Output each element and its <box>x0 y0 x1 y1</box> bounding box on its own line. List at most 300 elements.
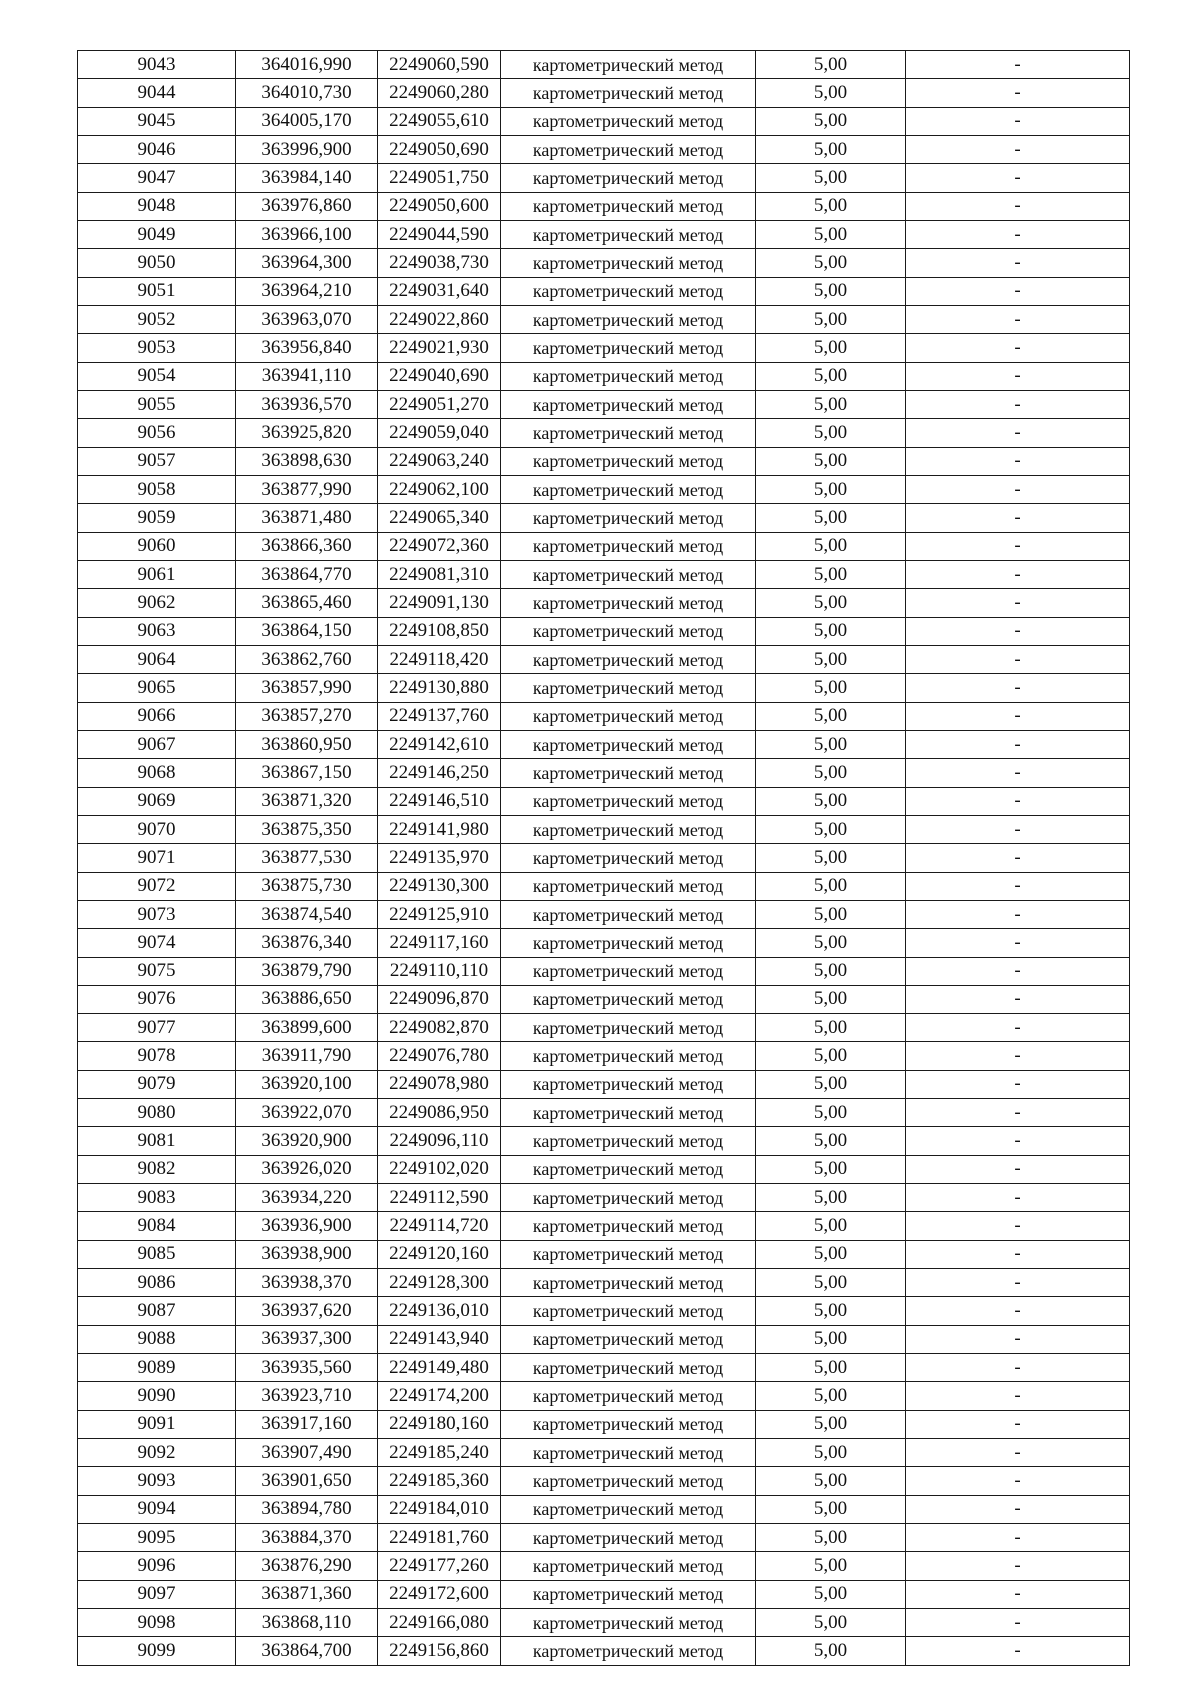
point-number-cell: 9058 <box>78 475 236 503</box>
y-coordinate-cell: 2249040,690 <box>378 362 501 390</box>
y-coordinate-cell: 2249060,590 <box>378 51 501 79</box>
table-row <box>78 1070 1130 1098</box>
x-coordinate-cell: 363984,140 <box>236 164 378 192</box>
y-coordinate-cell: 2249091,130 <box>378 589 501 617</box>
accuracy-cell: 5,00 <box>756 164 906 192</box>
note-cell: - <box>906 51 1130 79</box>
x-coordinate-cell: 363923,710 <box>236 1382 378 1410</box>
y-coordinate-cell: 2249125,910 <box>378 900 501 928</box>
accuracy-cell: 5,00 <box>756 815 906 843</box>
method-cell: картометрический метод <box>501 1580 756 1608</box>
method-cell: картометрический метод <box>501 220 756 248</box>
note-cell: - <box>906 1099 1130 1127</box>
y-coordinate-cell: 2249143,940 <box>378 1325 501 1353</box>
table-row <box>78 1155 1130 1183</box>
method-cell: картометрический метод <box>501 1099 756 1127</box>
method-cell: картометрический метод <box>501 1240 756 1268</box>
method-cell: картометрический метод <box>501 957 756 985</box>
x-coordinate-cell: 363907,490 <box>236 1439 378 1467</box>
accuracy-cell: 5,00 <box>756 1524 906 1552</box>
note-cell: - <box>906 504 1130 532</box>
method-cell: картометрический метод <box>501 617 756 645</box>
method-cell: картометрический метод <box>501 164 756 192</box>
method-cell: картометрический метод <box>501 1552 756 1580</box>
y-coordinate-cell: 2249062,100 <box>378 475 501 503</box>
method-cell: картометрический метод <box>501 390 756 418</box>
note-cell: - <box>906 730 1130 758</box>
x-coordinate-cell: 363874,540 <box>236 900 378 928</box>
point-number-cell: 9062 <box>78 589 236 617</box>
note-cell: - <box>906 305 1130 333</box>
x-coordinate-cell: 363868,110 <box>236 1609 378 1637</box>
table-row <box>78 872 1130 900</box>
note-cell: - <box>906 107 1130 135</box>
accuracy-cell: 5,00 <box>756 957 906 985</box>
table-row <box>78 674 1130 702</box>
table-row <box>78 1014 1130 1042</box>
accuracy-cell: 5,00 <box>756 390 906 418</box>
x-coordinate-cell: 363898,630 <box>236 447 378 475</box>
table-row <box>78 1127 1130 1155</box>
method-cell: картометрический метод <box>501 135 756 163</box>
y-coordinate-cell: 2249181,760 <box>378 1524 501 1552</box>
point-number-cell: 9052 <box>78 305 236 333</box>
method-cell: картометрический метод <box>501 1297 756 1325</box>
y-coordinate-cell: 2249112,590 <box>378 1184 501 1212</box>
accuracy-cell: 5,00 <box>756 1184 906 1212</box>
table-row <box>78 957 1130 985</box>
method-cell: картометрический метод <box>501 504 756 532</box>
coordinates-table-body <box>78 51 1130 1666</box>
method-cell: картометрический метод <box>501 589 756 617</box>
note-cell: - <box>906 900 1130 928</box>
note-cell: - <box>906 220 1130 248</box>
table-row <box>78 419 1130 447</box>
table-row <box>78 277 1130 305</box>
x-coordinate-cell: 363936,900 <box>236 1212 378 1240</box>
x-coordinate-cell: 363877,990 <box>236 475 378 503</box>
accuracy-cell: 5,00 <box>756 1212 906 1240</box>
y-coordinate-cell: 2249063,240 <box>378 447 501 475</box>
accuracy-cell: 5,00 <box>756 1552 906 1580</box>
point-number-cell: 9071 <box>78 844 236 872</box>
table-row <box>78 475 1130 503</box>
point-number-cell: 9055 <box>78 390 236 418</box>
point-number-cell: 9078 <box>78 1042 236 1070</box>
point-number-cell: 9091 <box>78 1410 236 1438</box>
y-coordinate-cell: 2249174,200 <box>378 1382 501 1410</box>
accuracy-cell: 5,00 <box>756 702 906 730</box>
note-cell: - <box>906 617 1130 645</box>
method-cell: картометрический метод <box>501 192 756 220</box>
method-cell: картометрический метод <box>501 1467 756 1495</box>
table-row <box>78 1609 1130 1637</box>
table-row <box>78 702 1130 730</box>
x-coordinate-cell: 363920,900 <box>236 1127 378 1155</box>
note-cell: - <box>906 419 1130 447</box>
y-coordinate-cell: 2249137,760 <box>378 702 501 730</box>
note-cell: - <box>906 334 1130 362</box>
x-coordinate-cell: 363899,600 <box>236 1014 378 1042</box>
accuracy-cell: 5,00 <box>756 1099 906 1127</box>
method-cell: картометрический метод <box>501 532 756 560</box>
accuracy-cell: 5,00 <box>756 645 906 673</box>
table-row <box>78 532 1130 560</box>
x-coordinate-cell: 363860,950 <box>236 730 378 758</box>
note-cell: - <box>906 1155 1130 1183</box>
point-number-cell: 9073 <box>78 900 236 928</box>
y-coordinate-cell: 2249185,360 <box>378 1467 501 1495</box>
y-coordinate-cell: 2249044,590 <box>378 220 501 248</box>
x-coordinate-cell: 363871,360 <box>236 1580 378 1608</box>
x-coordinate-cell: 363864,770 <box>236 560 378 588</box>
point-number-cell: 9076 <box>78 985 236 1013</box>
y-coordinate-cell: 2249110,110 <box>378 957 501 985</box>
y-coordinate-cell: 2249059,040 <box>378 419 501 447</box>
note-cell: - <box>906 1637 1130 1665</box>
y-coordinate-cell: 2249050,690 <box>378 135 501 163</box>
accuracy-cell: 5,00 <box>756 107 906 135</box>
y-coordinate-cell: 2249060,280 <box>378 79 501 107</box>
method-cell: картометрический метод <box>501 1524 756 1552</box>
point-number-cell: 9075 <box>78 957 236 985</box>
accuracy-cell: 5,00 <box>756 249 906 277</box>
x-coordinate-cell: 363937,620 <box>236 1297 378 1325</box>
point-number-cell: 9095 <box>78 1524 236 1552</box>
method-cell: картометрический метод <box>501 447 756 475</box>
note-cell: - <box>906 674 1130 702</box>
x-coordinate-cell: 364005,170 <box>236 107 378 135</box>
note-cell: - <box>906 1184 1130 1212</box>
table-row <box>78 164 1130 192</box>
accuracy-cell: 5,00 <box>756 674 906 702</box>
note-cell: - <box>906 79 1130 107</box>
y-coordinate-cell: 2249118,420 <box>378 645 501 673</box>
accuracy-cell: 5,00 <box>756 1070 906 1098</box>
table-row <box>78 447 1130 475</box>
accuracy-cell: 5,00 <box>756 79 906 107</box>
x-coordinate-cell: 363976,860 <box>236 192 378 220</box>
point-number-cell: 9096 <box>78 1552 236 1580</box>
point-number-cell: 9072 <box>78 872 236 900</box>
note-cell: - <box>906 1240 1130 1268</box>
point-number-cell: 9093 <box>78 1467 236 1495</box>
note-cell: - <box>906 135 1130 163</box>
y-coordinate-cell: 2249076,780 <box>378 1042 501 1070</box>
x-coordinate-cell: 363941,110 <box>236 362 378 390</box>
x-coordinate-cell: 363925,820 <box>236 419 378 447</box>
point-number-cell: 9053 <box>78 334 236 362</box>
note-cell: - <box>906 872 1130 900</box>
x-coordinate-cell: 363935,560 <box>236 1354 378 1382</box>
accuracy-cell: 5,00 <box>756 1382 906 1410</box>
table-row <box>78 1325 1130 1353</box>
note-cell: - <box>906 645 1130 673</box>
note-cell: - <box>906 929 1130 957</box>
point-number-cell: 9066 <box>78 702 236 730</box>
point-number-cell: 9081 <box>78 1127 236 1155</box>
table-row <box>78 1382 1130 1410</box>
table-row <box>78 900 1130 928</box>
accuracy-cell: 5,00 <box>756 334 906 362</box>
accuracy-cell: 5,00 <box>756 730 906 758</box>
accuracy-cell: 5,00 <box>756 900 906 928</box>
note-cell: - <box>906 532 1130 560</box>
table-row <box>78 504 1130 532</box>
point-number-cell: 9083 <box>78 1184 236 1212</box>
y-coordinate-cell: 2249156,860 <box>378 1637 501 1665</box>
point-number-cell: 9044 <box>78 79 236 107</box>
table-row <box>78 1637 1130 1665</box>
x-coordinate-cell: 363857,990 <box>236 674 378 702</box>
y-coordinate-cell: 2249096,870 <box>378 985 501 1013</box>
method-cell: картометрический метод <box>501 900 756 928</box>
point-number-cell: 9092 <box>78 1439 236 1467</box>
accuracy-cell: 5,00 <box>756 1325 906 1353</box>
method-cell: картометрический метод <box>501 844 756 872</box>
method-cell: картометрический метод <box>501 787 756 815</box>
accuracy-cell: 5,00 <box>756 1410 906 1438</box>
y-coordinate-cell: 2249031,640 <box>378 277 501 305</box>
accuracy-cell: 5,00 <box>756 1354 906 1382</box>
method-cell: картометрический метод <box>501 1014 756 1042</box>
point-number-cell: 9077 <box>78 1014 236 1042</box>
point-number-cell: 9048 <box>78 192 236 220</box>
note-cell: - <box>906 447 1130 475</box>
x-coordinate-cell: 363937,300 <box>236 1325 378 1353</box>
table-row <box>78 1184 1130 1212</box>
accuracy-cell: 5,00 <box>756 447 906 475</box>
note-cell: - <box>906 1325 1130 1353</box>
point-number-cell: 9089 <box>78 1354 236 1382</box>
y-coordinate-cell: 2249114,720 <box>378 1212 501 1240</box>
table-row <box>78 305 1130 333</box>
table-row <box>78 51 1130 79</box>
y-coordinate-cell: 2249065,340 <box>378 504 501 532</box>
method-cell: картометрический метод <box>501 107 756 135</box>
table-row <box>78 79 1130 107</box>
note-cell: - <box>906 277 1130 305</box>
table-row <box>78 1099 1130 1127</box>
point-number-cell: 9086 <box>78 1269 236 1297</box>
y-coordinate-cell: 2249141,980 <box>378 815 501 843</box>
x-coordinate-cell: 363866,360 <box>236 532 378 560</box>
x-coordinate-cell: 363875,730 <box>236 872 378 900</box>
note-cell: - <box>906 560 1130 588</box>
method-cell: картометрический метод <box>501 277 756 305</box>
accuracy-cell: 5,00 <box>756 1042 906 1070</box>
method-cell: картометрический метод <box>501 362 756 390</box>
note-cell: - <box>906 1070 1130 1098</box>
table-row <box>78 1467 1130 1495</box>
note-cell: - <box>906 164 1130 192</box>
method-cell: картометрический метод <box>501 730 756 758</box>
accuracy-cell: 5,00 <box>756 1609 906 1637</box>
x-coordinate-cell: 363938,370 <box>236 1269 378 1297</box>
table-row <box>78 1212 1130 1240</box>
note-cell: - <box>906 985 1130 1013</box>
accuracy-cell: 5,00 <box>756 844 906 872</box>
note-cell: - <box>906 362 1130 390</box>
y-coordinate-cell: 2249108,850 <box>378 617 501 645</box>
point-number-cell: 9080 <box>78 1099 236 1127</box>
x-coordinate-cell: 363936,570 <box>236 390 378 418</box>
method-cell: картометрический метод <box>501 249 756 277</box>
table-row <box>78 787 1130 815</box>
accuracy-cell: 5,00 <box>756 1014 906 1042</box>
accuracy-cell: 5,00 <box>756 787 906 815</box>
accuracy-cell: 5,00 <box>756 220 906 248</box>
y-coordinate-cell: 2249051,270 <box>378 390 501 418</box>
y-coordinate-cell: 2249146,510 <box>378 787 501 815</box>
point-number-cell: 9059 <box>78 504 236 532</box>
point-number-cell: 9088 <box>78 1325 236 1353</box>
y-coordinate-cell: 2249130,880 <box>378 674 501 702</box>
y-coordinate-cell: 2249128,300 <box>378 1269 501 1297</box>
x-coordinate-cell: 363956,840 <box>236 334 378 362</box>
note-cell: - <box>906 1410 1130 1438</box>
point-number-cell: 9045 <box>78 107 236 135</box>
x-coordinate-cell: 363964,210 <box>236 277 378 305</box>
y-coordinate-cell: 2249086,950 <box>378 1099 501 1127</box>
note-cell: - <box>906 1297 1130 1325</box>
point-number-cell: 9098 <box>78 1609 236 1637</box>
accuracy-cell: 5,00 <box>756 929 906 957</box>
table-row <box>78 560 1130 588</box>
y-coordinate-cell: 2249072,360 <box>378 532 501 560</box>
y-coordinate-cell: 2249055,610 <box>378 107 501 135</box>
method-cell: картометрический метод <box>501 872 756 900</box>
point-number-cell: 9067 <box>78 730 236 758</box>
point-number-cell: 9068 <box>78 759 236 787</box>
table-row <box>78 362 1130 390</box>
note-cell: - <box>906 1439 1130 1467</box>
point-number-cell: 9046 <box>78 135 236 163</box>
y-coordinate-cell: 2249120,160 <box>378 1240 501 1268</box>
note-cell: - <box>906 1212 1130 1240</box>
x-coordinate-cell: 363922,070 <box>236 1099 378 1127</box>
point-number-cell: 9054 <box>78 362 236 390</box>
x-coordinate-cell: 363871,480 <box>236 504 378 532</box>
x-coordinate-cell: 363879,790 <box>236 957 378 985</box>
table-row <box>78 334 1130 362</box>
accuracy-cell: 5,00 <box>756 1297 906 1325</box>
x-coordinate-cell: 363934,220 <box>236 1184 378 1212</box>
accuracy-cell: 5,00 <box>756 532 906 560</box>
accuracy-cell: 5,00 <box>756 985 906 1013</box>
note-cell: - <box>906 1382 1130 1410</box>
note-cell: - <box>906 192 1130 220</box>
y-coordinate-cell: 2249081,310 <box>378 560 501 588</box>
method-cell: картометрический метод <box>501 985 756 1013</box>
method-cell: картометрический метод <box>501 1184 756 1212</box>
method-cell: картометрический метод <box>501 1637 756 1665</box>
y-coordinate-cell: 2249022,860 <box>378 305 501 333</box>
point-number-cell: 9070 <box>78 815 236 843</box>
note-cell: - <box>906 1467 1130 1495</box>
note-cell: - <box>906 1609 1130 1637</box>
table-row <box>78 759 1130 787</box>
note-cell: - <box>906 787 1130 815</box>
point-number-cell: 9090 <box>78 1382 236 1410</box>
y-coordinate-cell: 2249184,010 <box>378 1495 501 1523</box>
method-cell: картометрический метод <box>501 815 756 843</box>
x-coordinate-cell: 363938,900 <box>236 1240 378 1268</box>
accuracy-cell: 5,00 <box>756 1439 906 1467</box>
method-cell: картометрический метод <box>501 702 756 730</box>
x-coordinate-cell: 363871,320 <box>236 787 378 815</box>
table-row <box>78 390 1130 418</box>
x-coordinate-cell: 363926,020 <box>236 1155 378 1183</box>
y-coordinate-cell: 2249050,600 <box>378 192 501 220</box>
table-row <box>78 220 1130 248</box>
method-cell: картометрический метод <box>501 1609 756 1637</box>
x-coordinate-cell: 363865,460 <box>236 589 378 617</box>
accuracy-cell: 5,00 <box>756 1155 906 1183</box>
method-cell: картометрический метод <box>501 419 756 447</box>
method-cell: картометрический метод <box>501 1042 756 1070</box>
x-coordinate-cell: 363894,780 <box>236 1495 378 1523</box>
x-coordinate-cell: 363911,790 <box>236 1042 378 1070</box>
accuracy-cell: 5,00 <box>756 560 906 588</box>
y-coordinate-cell: 2249038,730 <box>378 249 501 277</box>
accuracy-cell: 5,00 <box>756 1495 906 1523</box>
accuracy-cell: 5,00 <box>756 305 906 333</box>
point-number-cell: 9043 <box>78 51 236 79</box>
accuracy-cell: 5,00 <box>756 872 906 900</box>
table-row <box>78 1410 1130 1438</box>
point-number-cell: 9063 <box>78 617 236 645</box>
table-row <box>78 617 1130 645</box>
x-coordinate-cell: 363886,650 <box>236 985 378 1013</box>
accuracy-cell: 5,00 <box>756 419 906 447</box>
x-coordinate-cell: 363884,370 <box>236 1524 378 1552</box>
x-coordinate-cell: 363877,530 <box>236 844 378 872</box>
table-row <box>78 1580 1130 1608</box>
note-cell: - <box>906 1014 1130 1042</box>
x-coordinate-cell: 363920,100 <box>236 1070 378 1098</box>
note-cell: - <box>906 1127 1130 1155</box>
accuracy-cell: 5,00 <box>756 135 906 163</box>
table-row <box>78 1042 1130 1070</box>
x-coordinate-cell: 363857,270 <box>236 702 378 730</box>
method-cell: картометрический метод <box>501 1269 756 1297</box>
y-coordinate-cell: 2249117,160 <box>378 929 501 957</box>
note-cell: - <box>906 249 1130 277</box>
table-row <box>78 107 1130 135</box>
method-cell: картометрический метод <box>501 1155 756 1183</box>
point-number-cell: 9065 <box>78 674 236 702</box>
method-cell: картометрический метод <box>501 1127 756 1155</box>
accuracy-cell: 5,00 <box>756 759 906 787</box>
point-number-cell: 9050 <box>78 249 236 277</box>
accuracy-cell: 5,00 <box>756 475 906 503</box>
y-coordinate-cell: 2249172,600 <box>378 1580 501 1608</box>
note-cell: - <box>906 815 1130 843</box>
note-cell: - <box>906 1042 1130 1070</box>
coordinates-table <box>77 50 1130 1666</box>
accuracy-cell: 5,00 <box>756 362 906 390</box>
table-row <box>78 730 1130 758</box>
note-cell: - <box>906 1580 1130 1608</box>
table-row <box>78 929 1130 957</box>
note-cell: - <box>906 390 1130 418</box>
table-row <box>78 249 1130 277</box>
table-row <box>78 1354 1130 1382</box>
point-number-cell: 9085 <box>78 1240 236 1268</box>
accuracy-cell: 5,00 <box>756 1127 906 1155</box>
table-row <box>78 1495 1130 1523</box>
